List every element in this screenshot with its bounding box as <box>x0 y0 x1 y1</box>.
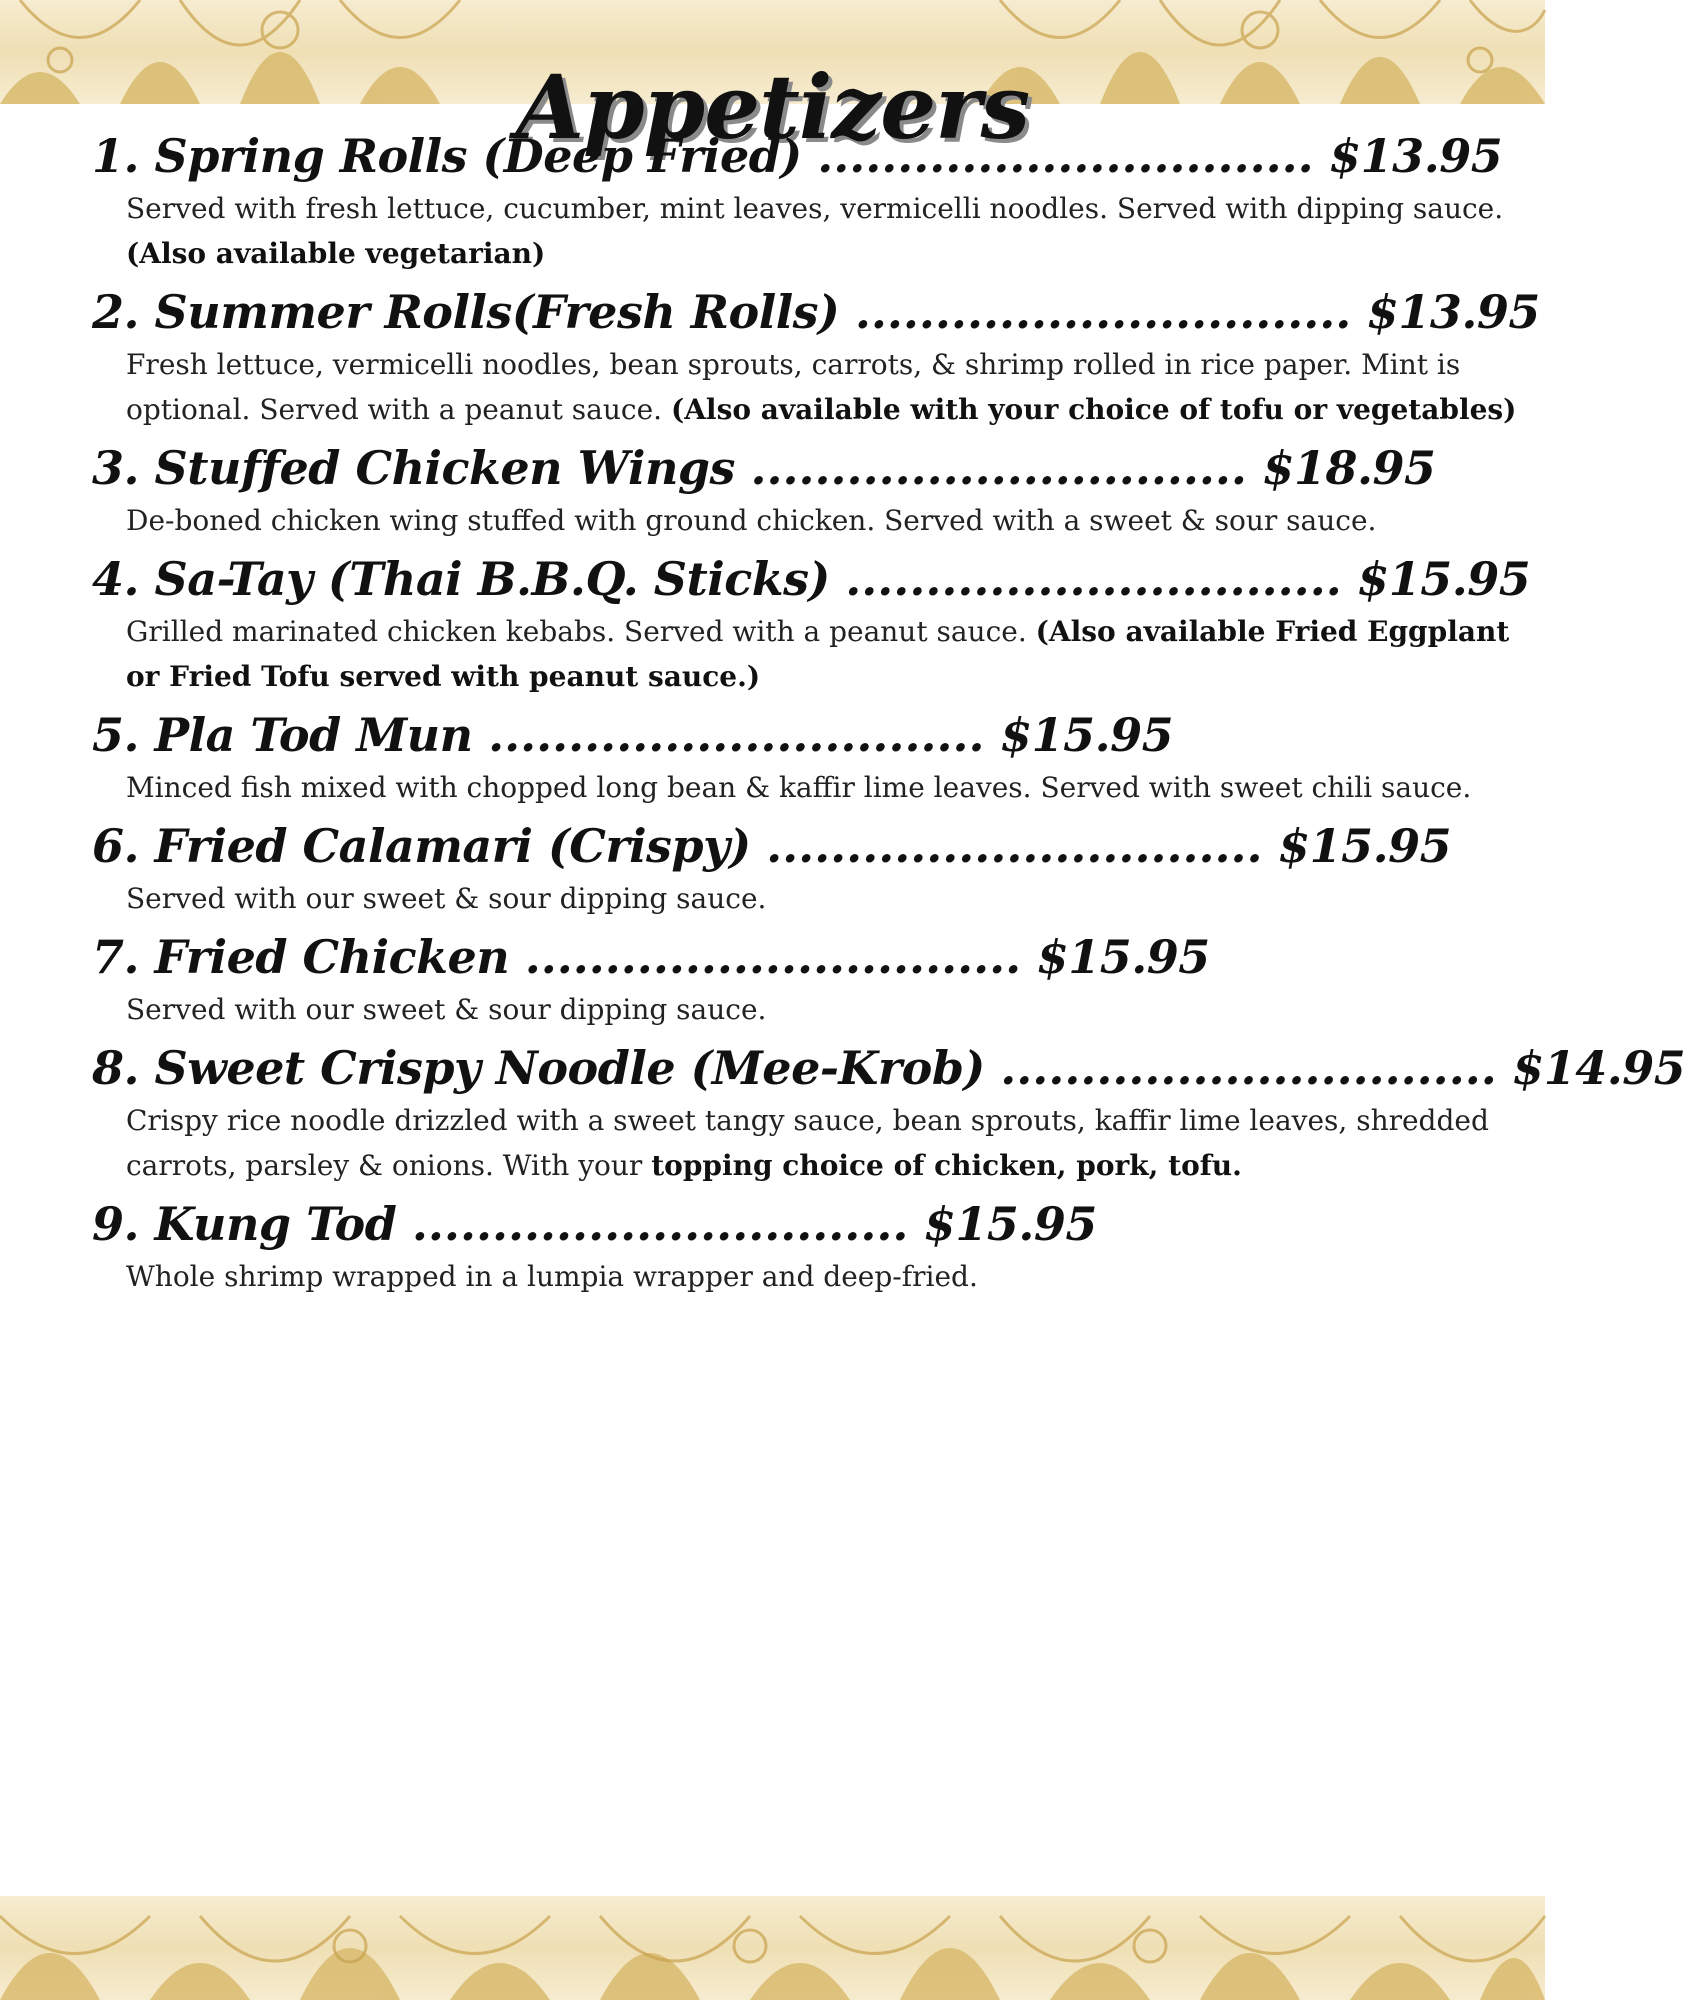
item-name: Fried Chicken <box>154 930 510 984</box>
item-number: 5. <box>92 708 140 762</box>
menu-item-description <box>126 186 1538 276</box>
item-leader-dots: ............................... <box>488 708 985 762</box>
menu-item <box>92 438 1542 543</box>
item-leader-dots: ............................... <box>817 129 1314 183</box>
item-price: $13.95 <box>1329 129 1503 183</box>
item-leader-dots: ............................... <box>1000 1041 1497 1095</box>
menu-item <box>92 927 1542 1032</box>
menu-item-description <box>126 765 1538 810</box>
item-name: Spring Rolls (Deep Fried) <box>154 129 802 183</box>
menu-item <box>92 549 1542 699</box>
item-desc-text: Crispy rice noodle drizzled with a sweet tangy sauce, bean sprouts, kaffir lime leaves, shredded carrots, parsley & onions. With your <box>126 1104 1489 1182</box>
item-price: $15.95 <box>923 1197 1097 1251</box>
menu-item-heading <box>92 1194 1542 1254</box>
item-desc-text: Served with our sweet & sour dipping sauce. <box>126 882 767 915</box>
item-number: 6. <box>92 819 140 873</box>
item-name: Sweet Crispy Noodle (Mee-Krob) <box>154 1041 985 1095</box>
item-price: $13.95 <box>1366 285 1540 339</box>
item-note: (Also available with your choice of tofu or vegetables) <box>670 393 1517 426</box>
menu-item-heading <box>92 126 1542 186</box>
menu-item-description <box>126 987 1538 1032</box>
item-leader-dots: ............................... <box>411 1197 909 1251</box>
footer-ornament-band <box>0 1896 1545 2000</box>
item-note: (Also available Fried Eggplant or Fried Tofu served with peanut sauce.) <box>126 615 1510 693</box>
menu-item-heading <box>92 438 1542 498</box>
item-price: $15.95 <box>1000 708 1174 762</box>
item-name: Pla Tod Mun <box>154 708 473 762</box>
menu-item <box>92 816 1542 921</box>
item-number: 1. <box>92 129 140 183</box>
item-number: 2. <box>92 285 140 339</box>
menu-list <box>92 126 1685 1305</box>
menu-item-heading <box>92 816 1542 876</box>
item-number: 9. <box>92 1197 140 1251</box>
item-note: topping choice of chicken, pork, tofu. <box>651 1149 1242 1182</box>
item-number: 4. <box>92 552 140 606</box>
item-price: $15.95 <box>1278 819 1452 873</box>
menu-item-heading <box>92 549 1542 609</box>
menu-item-description <box>126 876 1538 921</box>
item-desc-text: Whole shrimp wrapped in a lumpia wrapper and deep-fried. <box>126 1260 978 1293</box>
item-desc-text: De-boned chicken wing stuffed with ground chicken. Served with a sweet & sour sauce. <box>126 504 1377 537</box>
item-leader-dots: ............................... <box>524 930 1022 984</box>
item-price: $14.95 <box>1512 1041 1685 1095</box>
menu-item <box>92 1038 1685 1188</box>
menu-item-heading <box>92 705 1542 765</box>
item-name: Stuffed Chicken Wings <box>154 441 735 495</box>
item-name: Fried Calamari (Crispy) <box>154 819 751 873</box>
menu-item <box>92 126 1542 276</box>
item-leader-dots: ............................... <box>854 285 1352 339</box>
item-desc-text: Served with fresh lettuce, cucumber, mint leaves, vermicelli noodles. Served with dipping sauce. <box>126 192 1504 225</box>
item-number: 8. <box>92 1041 140 1095</box>
menu-item-description <box>126 342 1538 432</box>
item-number: 7. <box>92 930 140 984</box>
menu-item <box>92 705 1542 810</box>
item-desc-text: Fresh lettuce, vermicelli noodles, bean sprouts, carrots, & shrimp rolled in rice paper. Mint is optional. Served with a peanut sauce. <box>126 348 1461 426</box>
item-price: $18.95 <box>1262 441 1436 495</box>
item-price: $15.95 <box>1036 930 1210 984</box>
item-leader-dots: ............................... <box>750 441 1247 495</box>
menu-item <box>92 1194 1542 1299</box>
item-leader-dots: ............................... <box>766 819 1263 873</box>
item-desc-text: Served with our sweet & sour dipping sauce. <box>126 993 767 1026</box>
menu-item-heading <box>92 282 1542 342</box>
menu-item <box>92 282 1542 432</box>
menu-item-description <box>126 1098 1538 1188</box>
menu-item-heading <box>92 1038 1685 1098</box>
item-price: $15.95 <box>1357 552 1531 606</box>
page-title: Appetizers <box>515 54 1030 159</box>
item-note: (Also available vegetarian) <box>126 237 546 270</box>
item-desc-text: Minced fish mixed with chopped long bean & kaffir lime leaves. Served with sweet chili sauce. <box>126 771 1472 804</box>
thai-ornament-pattern-bottom <box>0 1896 1545 2000</box>
item-number: 3. <box>92 441 140 495</box>
item-desc-text: Grilled marinated chicken kebabs. Served with a peanut sauce. <box>126 615 1027 648</box>
menu-item-description <box>126 1254 1538 1299</box>
item-name: Kung Tod <box>154 1197 397 1251</box>
menu-item-description <box>126 498 1538 543</box>
menu-item-heading <box>92 927 1542 987</box>
item-name: Sa-Tay (Thai B.B.Q. Sticks) <box>154 552 830 606</box>
item-name: Summer Rolls(Fresh Rolls) <box>154 285 840 339</box>
item-leader-dots: ............................... <box>845 552 1342 606</box>
menu-item-description <box>126 609 1538 699</box>
